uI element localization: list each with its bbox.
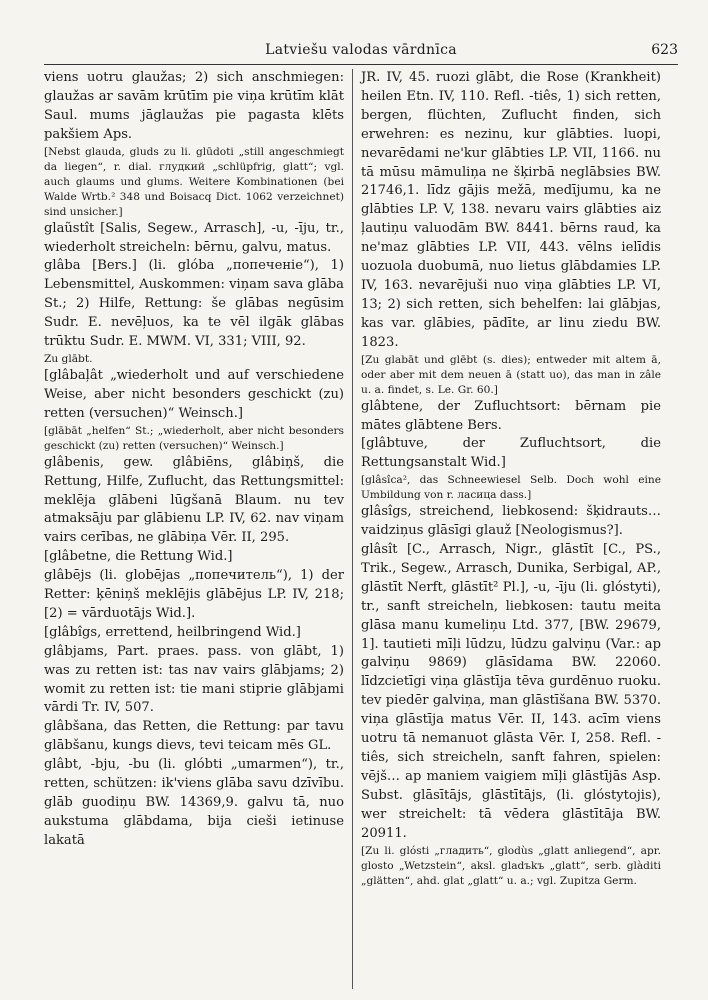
entry-note: Zu glābt. <box>44 352 93 365</box>
dictionary-entry: glâsîgs, streichend, liebkosend: šķidrauts… vaidziņus glāsīgi glauž [Neologismus?]. <box>361 504 661 539</box>
entry-note: [Nebst glauda, gluds zu li. glūdoti „still angeschmiegt da liegen“, r. dial. глудкий „schlüpfrig, glatt“; vgl. auch glaums und glums. Weitere Kombinationen (bei Walde Wrtb.² 348 und Boisacq Dict. 1062 verzeichnet) sind unsicher.] <box>44 145 344 218</box>
left-column <box>44 69 352 989</box>
dictionary-entry: [glâbîgs, errettend, heilbringend Wid.] <box>44 624 301 640</box>
dictionary-entry: [glâbaļât „wiederholt und auf verschiedene Weise, aber nicht besonders geschickt (zu) retten (versuchen)“ Weinsch.] <box>44 367 344 421</box>
entry-note: [Zu li. glósti „гладить“, glodùs „glatt anliegend“, apr. glosto „Wetzstein“, aksl. gladъkъ „glatt“, serb. glàditi „glätten“, ahd. glat „glatt“ u. a.; vgl. Zupitza Germ. <box>361 844 661 887</box>
dictionary-entry: glâbtene, der Zufluchtsort: bērnam pie mātes glābtene Bers. <box>361 398 661 433</box>
dictionary-entry: JR. IV, 45. ruozi glābt, die Rose (Krankheit) heilen Etn. IV, 110. Refl. -tiês, 1) sich retten, bergen, flüchten, Zuflucht finden, sich erwehren: es nezinu, kur glābties. luopi, nevarēdami ne'kur glābties LP. VII, 1166. nu tā mūsu māmuliņa ne šķirbā neglābsies BW. 21746,1. līdz gājis mežā, medījumu, ka ne glābties LP. V, 138. nevaru vairs glābties aiz ļautiņu valuodām BW. 8441. bērns raud, ka ne'maz glābties LP. VII, 443. vēlns ielīdis uozuola duobumā, nuo lietus glābdamies LP. IV, 163. nevarēјuši nuo viņa glābties LP. VI, 13; 2) sich retten, sich behelfen: lai glābjas, kas var. glābies, pādīte, ar linu ziedu BW. 1823. <box>361 70 661 350</box>
right-column <box>352 69 661 989</box>
dictionary-entry: [glâbtuve, der Zufluchtsort, die Rettungsanstalt Wid.] <box>361 436 661 471</box>
dictionary-entry: glâsît [C., Arrasch, Nigr., glāstīt [C., PS., Trik., Segew., Arrasch, Dunika, Serbigal, AP., glāstīt Nerft, glāstīt² Pl.], -u, -īju (li. glóstyti), tr., sanft streicheln, liebkosen: tautu meita glāsa manu kumeliņu Ltd. 377, [BW. 29679, 1]. tautieti mīļi lūdzu, lūdzu galviņu (Var.: ap galviņu 9869) glāsīdama BW. 22060. līdzcietīgi viņa glāstīja tēva gurdēnuo ruoku. tev piedēr galviņa, man glāstīšana BW. 5370. viņa glāstīja matus Vēr. II, 143. acīm viens uotru tā nemanuot glāsta Vēr. I, 258. Refl. -tiês, sich streicheln, sanft fahren, spielen: vējš… ap maniem vaigiem mīļi glāstījās Asp. Subst. glāsītājs, glāstītājs, (li. glóstytojis), wer streichelt: tā vēdera glāstītāja BW. 20911. <box>361 542 661 841</box>
dictionary-entry: viens uotru glaužas; 2) sich anschmiegen: glaužas ar savām krūtīm pie viņa krūtīm klāt Saul. mums jāglaužas pie pagasta klēts pakšiem Aps. <box>44 70 344 142</box>
page-number: 623 <box>651 42 678 58</box>
dictionary-entry: glaũstît [Salis, Segew., Arrasch], -u, -īju, tr., wiederholt streicheln: bērnu, galvu, matus. <box>44 220 344 255</box>
running-head <box>44 40 678 65</box>
dictionary-entry: glâbjams, Part. praes. pass. von glābt, 1) was zu retten ist: tas nav vairs glābjams; 2) womit zu retten ist: tie mani stiprie glābjami vārdi Tr. IV, 507. <box>44 643 344 716</box>
page-title: Latviešu valodas vārdnīca <box>265 42 457 58</box>
dictionary-entry: glâba [Bers.] (li. glóba „попеченіе“), 1) Lebensmittel, Auskommen: viņam savа glāba St.; 2) Hilfe, Rettung: še glābas negūsim Sudr. E. nevēļuos, ka te vēl ilgāk glābas trūktu Sudr. E. MWM. VI, 331; VIII, 92. <box>44 258 344 350</box>
dictionary-entry: glâbt, -bju, -bu (li. glóbti „umarmen“), tr., retten, schützen: ik'viens glāba savu dzīvību. glāb guodiņu BW. 14369,9. galvu tā, nuo aukstuma glābdama, bija cieši ietinuse lakatā <box>44 757 344 848</box>
dictionary-entry: glâbējs (li. globējas „попечитель“), 1) der Retter: ķēniņš meklējis glābējus LP. IV, 218; [2) = vārduotājs Wid.]. <box>44 568 344 621</box>
entry-note: [glâsîca², das Schneewiesel Selb. Doch wohl eine Umbildung von r. ласица dass.] <box>361 474 661 502</box>
text-columns <box>44 69 678 989</box>
entry-note: [glābāt „helfen“ St.; „wiederholt, aber nicht besonders geschickt (zu) retten (versuchen)“ Weinsch.] <box>44 424 344 452</box>
dictionary-entry: [glâbetne, die Rettung Wid.] <box>44 549 233 565</box>
dictionary-entry: glâbenis, gew. glâbiēns, glâbiņš, die Rettung, Hilfe, Zuflucht, das Rettungsmittel: meklēja glābeni lūgšanā Blaum. nu tev atmaksāju par glābienu LP. IV, 62. nav viņam vairs cerības, ne glābiņa Vēr. II, 295. <box>44 454 344 546</box>
entry-note: [Zu glabāt und glēbt (s. dies); entweder mit altem ā, oder aber mit dem neuen ā (statt uo), das man in zâle u. a. findet, s. Le. Gr. 60.] <box>361 353 661 396</box>
dictionary-entry: glâbšana, das Retten, die Rettung: par tavu glābšanu, kungs dievs, tevi teicam mēs GL. <box>44 719 344 754</box>
